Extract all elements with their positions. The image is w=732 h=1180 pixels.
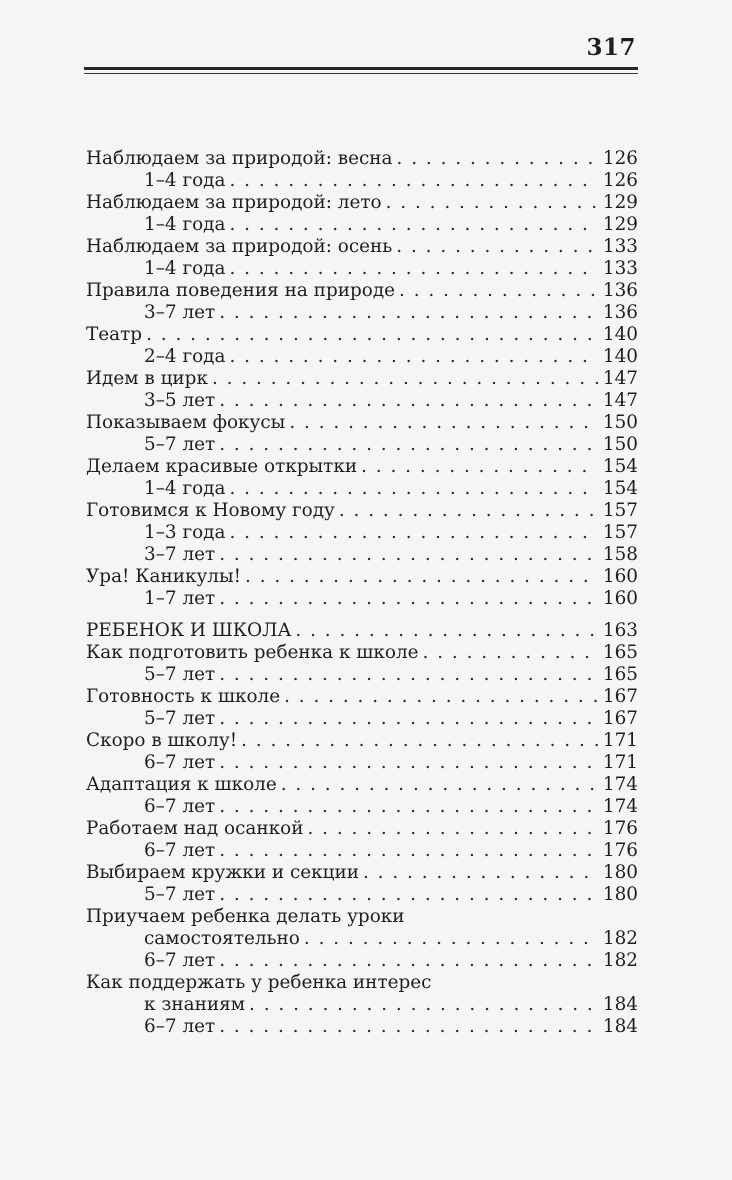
- toc-entry-page: 129: [602, 214, 638, 235]
- toc-entry-page: 133: [602, 236, 638, 257]
- toc-entry-title: Театр: [86, 324, 143, 345]
- toc-entry-page: 157: [602, 522, 638, 543]
- dot-leader: [229, 346, 598, 368]
- dot-leader: [241, 730, 598, 752]
- header-rule: [84, 67, 638, 70]
- dot-leader: [304, 928, 598, 950]
- dot-leader: [339, 500, 598, 522]
- dot-leader: [219, 950, 598, 972]
- toc-entry-title: 1–4 года: [144, 258, 226, 279]
- toc-entry-page: 167: [602, 686, 638, 707]
- toc-subentry: [86, 950, 638, 972]
- dot-leader: [219, 752, 598, 774]
- dot-leader: [386, 192, 598, 214]
- toc-entry: [86, 774, 638, 796]
- toc-entry-page: 171: [602, 752, 638, 773]
- dot-leader: [423, 642, 598, 664]
- toc-entry-title: Адаптация к школе: [86, 774, 277, 795]
- toc-entry-title: Готовимся к Новому году: [86, 500, 335, 521]
- toc-entry: [86, 972, 638, 994]
- toc-entry-title: Как поддержать у ребенка интерес: [86, 972, 432, 993]
- toc-entry-title: Показываем фокусы: [86, 412, 286, 433]
- toc-entry-page: 160: [602, 588, 638, 609]
- toc-entry-title: Выбираем кружки и секции: [86, 862, 359, 883]
- toc-entry: [86, 412, 638, 434]
- toc-entry-title: 5–7 лет: [144, 434, 216, 455]
- toc-entry: [86, 500, 638, 522]
- toc-entry-page: 126: [602, 170, 638, 191]
- toc-entry-title: Наблюдаем за природой: лето: [86, 192, 382, 213]
- toc-entry-page: 129: [602, 192, 638, 213]
- toc-entry-page: 174: [602, 774, 638, 795]
- toc-entry-title: Делаем красивые открытки: [86, 456, 358, 477]
- toc-subentry: [86, 1016, 638, 1038]
- toc-subentry: [86, 994, 638, 1016]
- dot-leader: [229, 478, 598, 500]
- dot-leader: [219, 796, 598, 818]
- toc-entry-page: 163: [602, 620, 638, 641]
- toc-subentry: [86, 302, 638, 324]
- toc-entry-page: 180: [602, 862, 638, 883]
- toc-entry-title: Приучаем ребенка делать уроки: [86, 906, 405, 927]
- toc-entry-title: Как подготовить ребенка к школе: [86, 642, 419, 663]
- dot-leader: [229, 522, 598, 544]
- toc-subentry: [86, 928, 638, 950]
- toc-entry-page: 133: [602, 258, 638, 279]
- toc-entry-title: 6–7 лет: [144, 1016, 216, 1037]
- toc-entry-page: 174: [602, 796, 638, 817]
- toc-subentry: [86, 708, 638, 730]
- dot-leader: [295, 620, 598, 642]
- toc-entry-page: 176: [602, 840, 638, 861]
- toc-entry-page: 140: [602, 346, 638, 367]
- toc-subentry: [86, 588, 638, 610]
- dot-leader: [219, 434, 598, 456]
- toc-subentry: [86, 840, 638, 862]
- toc-entry-page: 154: [602, 456, 638, 477]
- dot-leader: [229, 170, 598, 192]
- dot-leader: [219, 1016, 598, 1038]
- toc-entry-title: 5–7 лет: [144, 664, 216, 685]
- toc-entry-page: 165: [602, 642, 638, 663]
- toc-entry-page: 184: [602, 994, 638, 1015]
- toc-entry-page: 182: [602, 950, 638, 971]
- toc-entry-title: 6–7 лет: [144, 840, 216, 861]
- toc-entry-title: самостоятельно: [144, 928, 300, 949]
- table-of-contents: [86, 148, 638, 1038]
- toc-entry-page: 154: [602, 478, 638, 499]
- toc-entry-title: к знаниям: [144, 994, 246, 1015]
- dot-leader: [219, 302, 598, 324]
- dot-leader: [281, 774, 598, 796]
- toc-subentry: [86, 752, 638, 774]
- toc-entry: [86, 730, 638, 752]
- toc-entry-title: 5–7 лет: [144, 708, 216, 729]
- dot-leader: [219, 664, 598, 686]
- toc-entry-title: 2–4 года: [144, 346, 226, 367]
- toc-entry-page: 158: [602, 544, 638, 565]
- toc-entry-page: 184: [602, 1016, 638, 1037]
- toc-entry-title: 3–7 лет: [144, 302, 216, 323]
- toc-entry-title: 1–4 года: [144, 170, 226, 191]
- toc-entry-title: Наблюдаем за природой: весна: [86, 148, 393, 169]
- toc-subentry: [86, 884, 638, 906]
- toc-entry-title: 1–4 года: [144, 214, 226, 235]
- dot-leader: [397, 148, 598, 170]
- toc-entry-page: 180: [602, 884, 638, 905]
- toc-subentry: [86, 258, 638, 280]
- toc-entry-page: 147: [602, 390, 638, 411]
- dot-leader: [361, 456, 598, 478]
- toc-entry-title: 6–7 лет: [144, 950, 216, 971]
- toc-entry-title: РЕБЕНОК И ШКОЛА: [86, 620, 292, 641]
- toc-entry-page: 160: [602, 566, 638, 587]
- toc-subentry: [86, 390, 638, 412]
- toc-subentry: [86, 522, 638, 544]
- toc-section-heading: [86, 620, 638, 642]
- dot-leader: [245, 566, 598, 588]
- dot-leader: [219, 884, 598, 906]
- toc-subentry: [86, 478, 638, 500]
- toc-entry-title: 3–5 лет: [144, 390, 216, 411]
- toc-entry-page: 126: [602, 148, 638, 169]
- toc-entry: [86, 368, 638, 390]
- page-number: 317: [586, 34, 636, 61]
- toc-entry: [86, 236, 638, 258]
- toc-entry-page: 165: [602, 664, 638, 685]
- dot-leader: [249, 994, 598, 1016]
- toc-entry-page: 167: [602, 708, 638, 729]
- header-rule-thin: [84, 73, 638, 74]
- toc-entry-title: Скоро в школу!: [86, 730, 238, 751]
- dot-leader: [363, 862, 598, 884]
- toc-entry: [86, 566, 638, 588]
- toc-subentry: [86, 214, 638, 236]
- dot-leader: [289, 412, 598, 434]
- dot-leader: [212, 368, 598, 390]
- toc-entry: [86, 686, 638, 708]
- dot-leader: [229, 258, 598, 280]
- dot-leader: [219, 840, 598, 862]
- dot-leader: [229, 214, 598, 236]
- dot-leader: [284, 686, 598, 708]
- toc-entry-page: 176: [602, 818, 638, 839]
- dot-leader: [219, 708, 598, 730]
- toc-entry-title: 3–7 лет: [144, 544, 216, 565]
- dot-leader: [399, 280, 598, 302]
- toc-entry-page: 150: [602, 412, 638, 433]
- toc-entry: [86, 642, 638, 664]
- toc-entry-title: 6–7 лет: [144, 796, 216, 817]
- toc-subentry: [86, 544, 638, 566]
- dot-leader: [146, 324, 598, 346]
- toc-entry-title: Идем в цирк: [86, 368, 208, 389]
- toc-entry-page: 147: [602, 368, 638, 389]
- toc-entry: [86, 906, 638, 928]
- toc-entry-title: 1–3 года: [144, 522, 226, 543]
- toc-entry: [86, 280, 638, 302]
- toc-subentry: [86, 664, 638, 686]
- toc-entry-title: 5–7 лет: [144, 884, 216, 905]
- toc-entry: [86, 818, 638, 840]
- toc-subentry: [86, 434, 638, 456]
- dot-leader: [219, 544, 598, 566]
- toc-entry: [86, 324, 638, 346]
- toc-entry-title: Ура! Каникулы!: [86, 566, 242, 587]
- toc-entry-title: Правила поведения на природе: [86, 280, 396, 301]
- toc-entry: [86, 456, 638, 478]
- toc-entry-title: Наблюдаем за природой: осень: [86, 236, 393, 257]
- dot-leader: [307, 818, 598, 840]
- toc-entry-page: 150: [602, 434, 638, 455]
- toc-entry-title: Готовность к школе: [86, 686, 281, 707]
- toc-subentry: [86, 796, 638, 818]
- toc-entry-page: 157: [602, 500, 638, 521]
- toc-entry-page: 171: [602, 730, 638, 751]
- dot-leader: [219, 588, 598, 610]
- toc-entry: [86, 862, 638, 884]
- toc-entry: [86, 148, 638, 170]
- toc-entry-page: 136: [602, 280, 638, 301]
- toc-entry-title: 6–7 лет: [144, 752, 216, 773]
- toc-entry-page: 182: [602, 928, 638, 949]
- toc-entry-title: 1–7 лет: [144, 588, 216, 609]
- toc-entry-title: 1–4 года: [144, 478, 226, 499]
- toc-entry: [86, 192, 638, 214]
- toc-entry-title: Работаем над осанкой: [86, 818, 304, 839]
- toc-entry-page: 136: [602, 302, 638, 323]
- toc-subentry: [86, 346, 638, 368]
- toc-entry-page: 140: [602, 324, 638, 345]
- toc-subentry: [86, 170, 638, 192]
- dot-leader: [219, 390, 598, 412]
- dot-leader: [396, 236, 598, 258]
